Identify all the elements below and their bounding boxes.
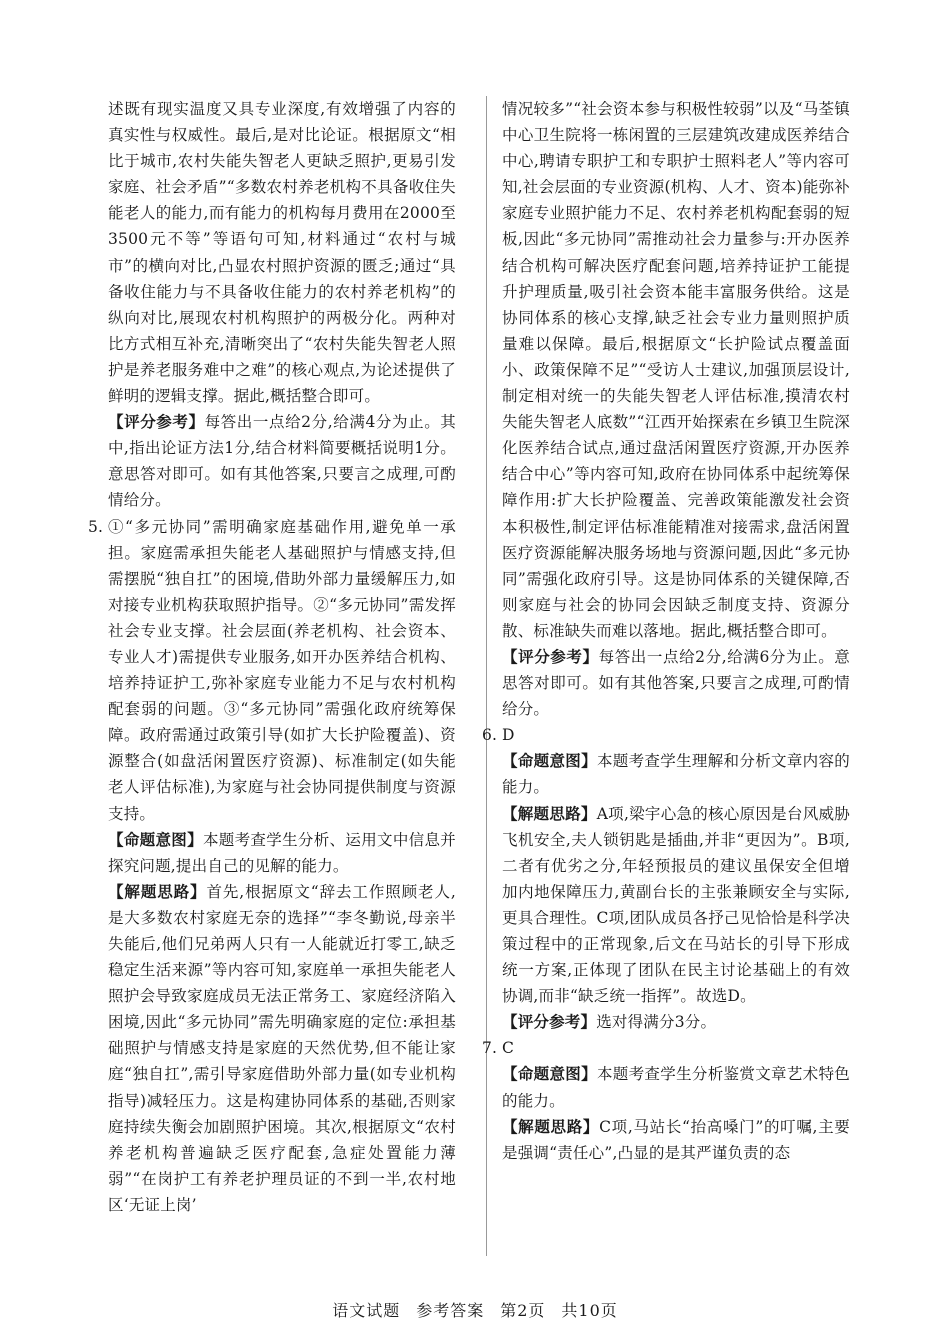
reasoning-text: A项,梁宇心急的核心原因是台风威胁飞机安全,夫人锁钥匙是插曲,并非“更因为”。B项,二者有优劣之分,年轻预报员的建议虽保安全但增加内地保障压力,黄副台长的主张兼顾安全与实际,更具合理性。C项,团队成员各抒己见恰恰是科学决策过程中的正常现象,后文在马站长的引导下形成统一方案,正体现了团队在民主讨论基础上的有效协调,而非“缺乏统一指挥”。故选D。 (502, 804, 850, 1006)
intent-label: 【命题意图】 (502, 752, 597, 771)
continuation-paragraph: 情况较多”“社会资本参与积极性较弱”以及“马荃镇中心卫生院将一栋闲置的三层建筑改建成医养结合中心,聘请专职护工和专职护士照料老人”等内容可知,社会层面的专业资源(机构、人才、资本)能弥补家庭专业照护能力不足、农村养老机构配套弱的短板,因此“多元协同”需推动社会力量参与:开办医养结合机构可解决医疗配套问题,培养持证护工能提升护理质量,吸引社会资本能丰富服务供给。这是协同体系的核心支撑,缺乏社会专业力量则照护质量难以保障。最后,根据原文“长护险试点覆盖面小、政策保障不足”“受访人士建议,加强顶层设计,制定相对统一的失能失智老人评估标准,摸清农村失能失智老人底数”“江西开始探索在乡镇卫生院深化医养结合试点,通过盘活闲置医疗资源,开办医养结合中心”等内容可知,政府在协同体系中起统筹保障作用:扩大长护险覆盖、完善政策能激发社会资本积极性,制定评估标准能精准对接需求,盘活闲置医疗资源能解决服务场地与资源问题,因此“多元协同”需强化政府引导。这是协同体系的关键保障,否则家庭与社会的协同会因缺乏制度支持、资源分散、标准缺失而难以落地。据此,概括整合即可。 (502, 100, 850, 640)
reasoning-label: 【解题思路】 (502, 1117, 600, 1136)
intent-note-q5 (108, 827, 456, 879)
reasoning-note-q5 (108, 879, 456, 1218)
scoring-note-q4 (108, 409, 456, 513)
intent-text: 本题考查学生分析、运用文中信息并探究问题,提出自己的见解的能力。 (108, 830, 457, 875)
reasoning-text: C项,马站长“抬高嗓门”的叮嘱,主要是强调“责任心”,凸显的是其严谨负责的态 (502, 1117, 850, 1162)
intent-label: 【命题意图】 (108, 830, 203, 849)
footer-kind: 参考答案 (416, 1301, 485, 1320)
reasoning-label: 【解题思路】 (502, 804, 597, 823)
scoring-label: 【评分参考】 (502, 1013, 597, 1032)
scoring-note-q6 (502, 1009, 850, 1035)
left-column (88, 96, 457, 1218)
intent-note-q6 (502, 748, 850, 800)
scoring-label: 【评分参考】 (502, 647, 599, 666)
answer-choice: C (502, 1039, 515, 1058)
right-column (482, 96, 851, 1166)
footer-subject: 语文试题 (332, 1301, 401, 1320)
footer-total: 共10页 (561, 1301, 618, 1320)
page-footer (0, 1298, 950, 1321)
intent-note-q7 (502, 1061, 850, 1113)
answer-text: ①“多元协同”需明确家庭基础作用,避免单一承担。家庭需承担失能老人基础照护与情感支持,但需摆脱“独自扛”的困境,借助外部力量缓解压力,如对接专业机构获取照护指导。②“多元协同”需发挥社会专业支撑。社会层面(养老机构、社会资本、专业人才)需提供专业服务,如开办医养结合机构、培养持证护工,弥补家庭专业能力不足与农村机构配套弱的问题。③“多元协同”需强化政府统筹保障。政府需通过政策引导(如扩大长护险覆盖)、资源整合(如盘活闲置医疗资源)、标准制定(如失能老人评估标准),为家庭与社会协同提供制度与资源支持。 (108, 517, 456, 823)
intent-label: 【命题意图】 (502, 1065, 597, 1084)
intent-text: 本题考查学生理解和分析文章内容的能力。 (502, 752, 851, 797)
footer-page: 第2页 (500, 1301, 546, 1320)
intent-text: 本题考查学生分析鉴赏文章艺术特色的能力。 (502, 1065, 851, 1110)
question-6-answer (482, 722, 850, 748)
reasoning-label: 【解题思路】 (108, 882, 207, 901)
continuation-paragraph: 述既有现实温度又具专业深度,有效增强了内容的真实性与权威性。最后,是对比论证。根据原文“相比于城市,农村失能失智老人更缺乏照护,更易引发家庭、社会矛盾”“多数农村养老机构不具备收住失能老人的能力,而有能力的机构每月费用在2000至3500元不等”等语句可知,材料通过“农村与城市”的横向对比,凸显农村照护资源的匮乏;通过“具备收住能力与不具备收住能力的农村养老机构”的纵向对比,展现农村机构照护的两极分化。两种对比方式相互补充,清晰突出了“农村失能失智老人照护是养老服务难中之难”的核心观点,为论述提供了鲜明的逻辑支撑。据此,概括整合即可。 (108, 100, 456, 406)
column-divider (486, 96, 487, 1256)
answer-choice: D (502, 726, 515, 745)
question-5-answer (88, 514, 456, 827)
scoring-text: 选对得满分3分。 (596, 1013, 717, 1032)
reasoning-text: 首先,根据原文“辞去工作照顾老人,是大多数农村家庭无奈的选择”“李冬勤说,母亲半失能后,他们兄弟两人只有一人能就近打零工,缺乏稳定生活来源”等内容可知,家庭单一承担失能老人照护会导致家庭成员无法正常务工、家庭经济陷入困境,因此“多元协同”需先明确家庭的定位:承担基础照护与情感支持是家庭的天然优势,但不能让家庭“独自扛”,需引导家庭借助外部力量(如专业机构指导)减轻压力。这是构建协同体系的基础,否则家庭持续失衡会加剧照护困境。其次,根据原文“农村养老机构普遍缺乏医疗配套,急症处置能力薄弱”“在岗护工有养老护理员证的不到一半,农村地区‘无证上岗’ (108, 882, 457, 1214)
scoring-text: 每答出一点给2分,给满4分为止。其中,指出论证方法1分,结合材料简要概括说明1分。意思答对即可。如有其他答案,只要言之成理,可酌情给分。 (108, 413, 456, 510)
scoring-text: 每答出一点给2分,给满6分为止。意思答对即可。如有其他答案,只要言之成理,可酌情给分。 (502, 647, 850, 719)
reasoning-note-q7 (502, 1114, 850, 1166)
question-number: 5. (88, 517, 104, 536)
question-number: 7. (482, 1039, 498, 1058)
question-7-answer (482, 1035, 850, 1061)
scoring-label: 【评分参考】 (108, 413, 205, 432)
scoring-note-q5 (502, 644, 850, 722)
question-number: 6. (482, 726, 498, 745)
reasoning-note-q6 (502, 801, 850, 1010)
